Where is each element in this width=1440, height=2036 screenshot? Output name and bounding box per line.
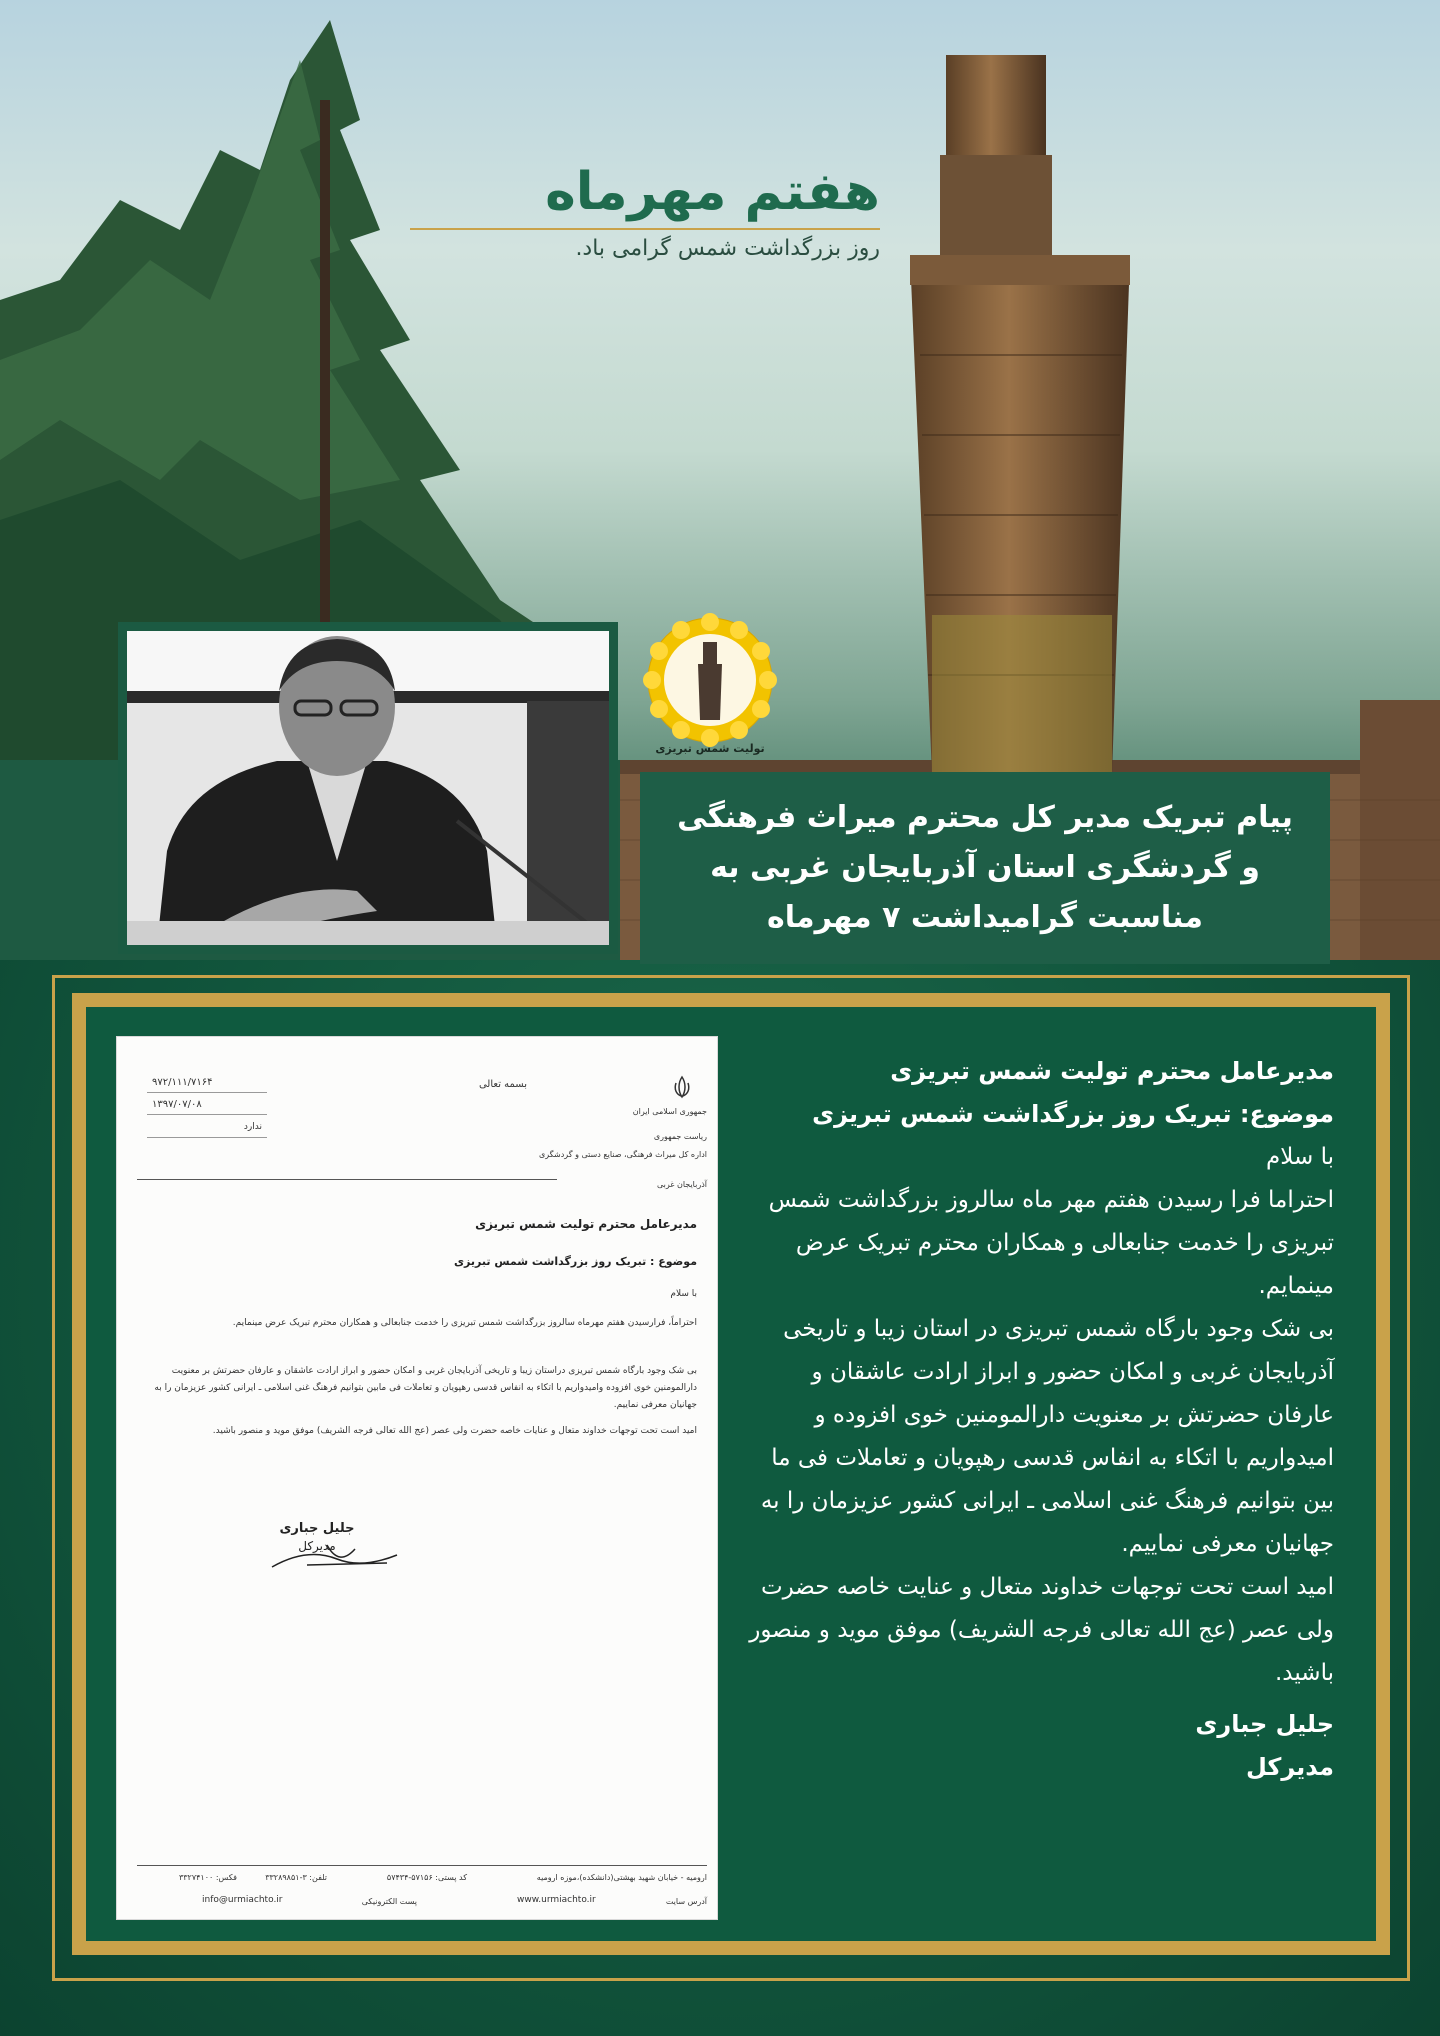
- doc-paragraph-1: احتراماً، فرارسیدن هفتم مهرماه سالروز بزرگداشت شمس تبریزی را خدمت جنابعالی و همکاران محترم تبریک عرض مینمایم.: [232, 1318, 697, 1328]
- doc-footer-postal: کد پستی: ۵۷۱۵۶-۵۷۴۳۴: [386, 1873, 467, 1882]
- headline-divider: [410, 228, 880, 230]
- headline-subtitle: روز بزرگداشت شمس گرامی باد.: [575, 236, 880, 261]
- doc-attachment: ندارد: [243, 1122, 262, 1132]
- minaret-image: [890, 55, 1150, 775]
- doc-paragraph-2: بی شک وجود بارگاه شمس تبریزی دراستان زیبا و تاریخی آذربایجان غربی و امکان حضور و ابراز ارادت عاشقان و عارفان حضرتش بر معنویت دارالمومنین خوی افزوده وامیدواریم با اتکاء به انفاس قدسی رهپویان و تعاملات فی مابین بتوانیم فرهنگ غنی اسلامی ـ ایرانی کشور عزیزمان را به جهانیان معرفی نماییم.: [154, 1366, 697, 1410]
- official-letter-scan: [117, 1037, 717, 1919]
- doc-org-3: اداره کل میراث فرهنگی، صنایع دستی و گردشگری: [538, 1150, 707, 1159]
- announcement-title-box: [640, 772, 1330, 964]
- portrait-image: [127, 631, 609, 945]
- logo-caption: تولیت شمس تبریزی: [655, 742, 765, 755]
- doc-subject: موضوع : تبریک روز بزرگداشت شمس تبریزی: [453, 1255, 697, 1268]
- doc-date: ۱۳۹۷/۰۷/۰۸: [152, 1099, 202, 1110]
- doc-footer-address: ارومیه - خیابان شهید بهشتی(دانشکده)،موزه ارومیه: [536, 1873, 707, 1882]
- shams-tabrizi-logo: [640, 612, 780, 762]
- doc-addressee: مدیرعامل محترم تولیت شمس تبریزی: [475, 1217, 697, 1231]
- doc-signer-title: مدیرکل: [298, 1539, 336, 1553]
- letter-signer-title: مدیرکل: [1245, 1753, 1334, 1781]
- letter-signer: جلیل جباری: [1195, 1710, 1334, 1738]
- doc-footer-site-label: آدرس سایت: [665, 1897, 707, 1906]
- doc-org-2: ریاست جمهوری: [653, 1132, 707, 1141]
- letter-subject: موضوع: تبریک روز بزرگداشت شمس تبریزی: [812, 1100, 1334, 1128]
- announcement-title: پیام تبریک مدیر کل محترم میراث فرهنگی و گردشگری استان آذربایجان غربی به مناسبت گرامیداشت ۷ مهرماه: [677, 800, 1293, 935]
- letter-paragraph-3: امید است تحت توجهات خداوند متعال و عنایت خاصه حضرت ولی عصر (عج الله تعالی فرجه الشریف) موفق موید و منصور باشید.: [749, 1574, 1334, 1686]
- doc-footer-fax: فکس: ۳۳۲۷۴۱۰۰: [178, 1873, 237, 1882]
- portrait-photo: [127, 631, 609, 945]
- doc-footer-phone: تلفن: ۳-۳۳۲۸۹۸۵۱: [265, 1873, 327, 1882]
- doc-greeting: با سلام: [670, 1289, 697, 1299]
- letter-addressee: مدیرعامل محترم تولیت شمس تبریزی: [890, 1057, 1334, 1085]
- doc-basmala: بسمه تعالی: [478, 1079, 527, 1090]
- letter-text: [738, 1050, 1334, 1789]
- doc-footer-rule: [137, 1865, 707, 1866]
- doc-footer-email: info@urmiachto.ir: [202, 1895, 283, 1905]
- doc-number: ۹۷۲/۱۱۱/۷۱۶۴: [152, 1077, 213, 1088]
- doc-signer: جلیل جباری: [279, 1521, 355, 1536]
- doc-footer-site: www.urmiachto.ir: [517, 1895, 596, 1905]
- portrait-frame: [118, 622, 618, 954]
- signature-mark: [267, 1537, 407, 1577]
- doc-number-line: [147, 1092, 267, 1093]
- doc-paragraph-3: امید است تحت توجهات خداوند متعال و عنایات خاصه حضرت ولی عصر (عج الله تعالی فرجه الشریف) موفق موید و منصور باشید.: [212, 1426, 697, 1436]
- doc-attachment-line: [147, 1137, 267, 1138]
- doc-org-1: جمهوری اسلامی ایران: [632, 1107, 707, 1116]
- letter-greeting: با سلام: [1266, 1144, 1334, 1170]
- headline-block: [410, 160, 880, 264]
- doc-date-line: [147, 1114, 267, 1115]
- iran-emblem-icon: [670, 1075, 694, 1099]
- letter-paragraph-1: احتراما فرا رسیدن هفتم مهر ماه سالروز بزرگداشت شمس تبریزی را خدمت جنابعالی و همکاران محترم تبریک عرض مینمایم.: [768, 1187, 1334, 1299]
- doc-footer-email-label: پست الکترونیکی: [361, 1897, 417, 1906]
- headline-title: هفتم مهرماه: [545, 162, 880, 222]
- doc-header-rule: [137, 1179, 557, 1180]
- doc-org-4: آذربایجان غربی: [656, 1180, 707, 1189]
- letter-paragraph-2: بی شک وجود بارگاه شمس تبریزی در استان زیبا و تاریخی آذربایجان غربی و امکان حضور و ابراز ارادت عاشقان و عارفان حضرتش بر معنویت دارالمومنین خوی افزوده و امیدواریم با اتکاء به انفاس قدسی رهپویان و تعاملات فی ما بین بتوانیم فرهنگ غنی اسلامی ـ ایرانی کشور عزیزمان را به جهانیان معرفی نماییم.: [760, 1316, 1334, 1557]
